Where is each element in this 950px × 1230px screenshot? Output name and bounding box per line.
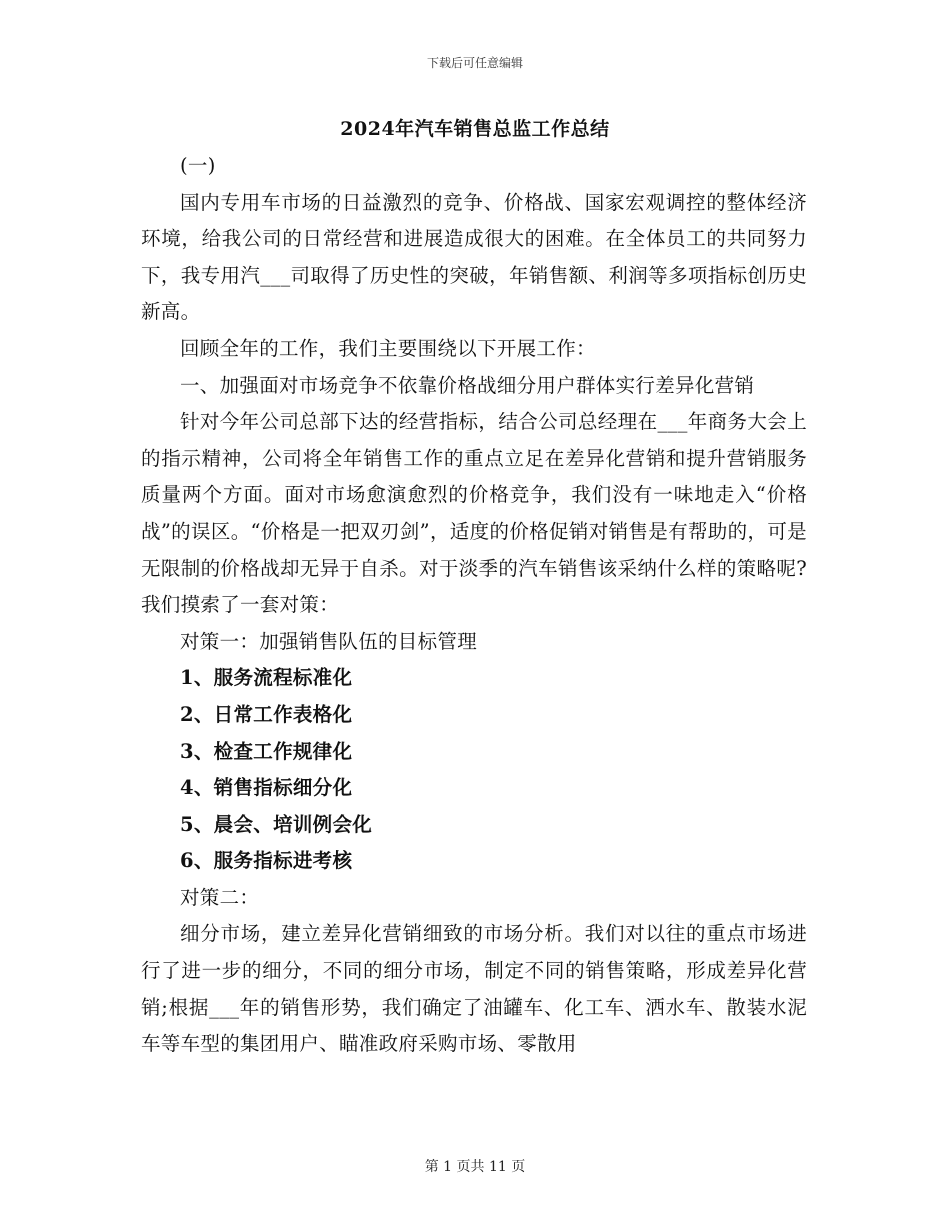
list-item: 2、日常工作表格化 (180, 702, 353, 726)
page-number: 第 1 页共 11 页 (424, 1159, 526, 1175)
section-marker: (一) (180, 154, 216, 177)
paragraph-market: 细分市场，建立差异化营销细致的市场分析。我们对以往的重点市场进行了进一步的细分，不同的细分市场，制定不同的销售策略，形成差异化营销;根据___年的销售形势，我们确定了油罐车、化工车、洒水车、散装水泥车等车型的集团用户、瞄准政府采购市场、零散用 (141, 922, 807, 1056)
paragraph-strategy: 针对今年公司总部下达的经营指标，结合公司总经理在___年商务大会上的指示精神，公司将全年销售工作的重点立足在差异化营销和提升营销服务质量两个方面。面对市场愈演愈烈的价格竞争，我们没有一味地走入“价格战”的误区。“价格是一把双刃剑”，适度的价格促销对销售是有帮助的，可是无限制的价格战却无异于自杀。对于淡季的汽车销售该采纳什么样的策略呢?我们摸索了一套对策： (141, 410, 807, 617)
document-body (141, 148, 807, 1063)
paragraph-intro: 国内专用车市场的日益激烈的竞争、价格战、国家宏观调控的整体经济环境，给我公司的日常经营和进展造成很大的困难。在全体员工的共同努力下，我专用汽___司取得了历史性的突破，年销售额、利润等多项指标创历史新高。 (141, 190, 807, 324)
measure-1-heading: 对策一：加强销售队伍的目标管理 (180, 629, 478, 653)
list-item: 3、检查工作规律化 (180, 739, 353, 763)
list-item: 4、销售指标细分化 (180, 776, 353, 800)
list-item: 1、服务流程标准化 (180, 666, 353, 690)
measure-2-heading: 对策二： (180, 885, 260, 909)
list-item: 5、晨会、培训例会化 (180, 812, 373, 836)
list-item: 6、服务指标进考核 (180, 849, 353, 873)
section-heading-1: 一、加强面对市场竞争不依靠价格战细分用户群体实行差异化营销 (180, 373, 755, 397)
header-note: 下载后可任意编辑 (426, 56, 523, 70)
document-title: 2024年汽车销售总监工作总结 (340, 118, 610, 140)
paragraph-review: 回顾全年的工作，我们主要围绕以下开展工作： (180, 336, 596, 360)
